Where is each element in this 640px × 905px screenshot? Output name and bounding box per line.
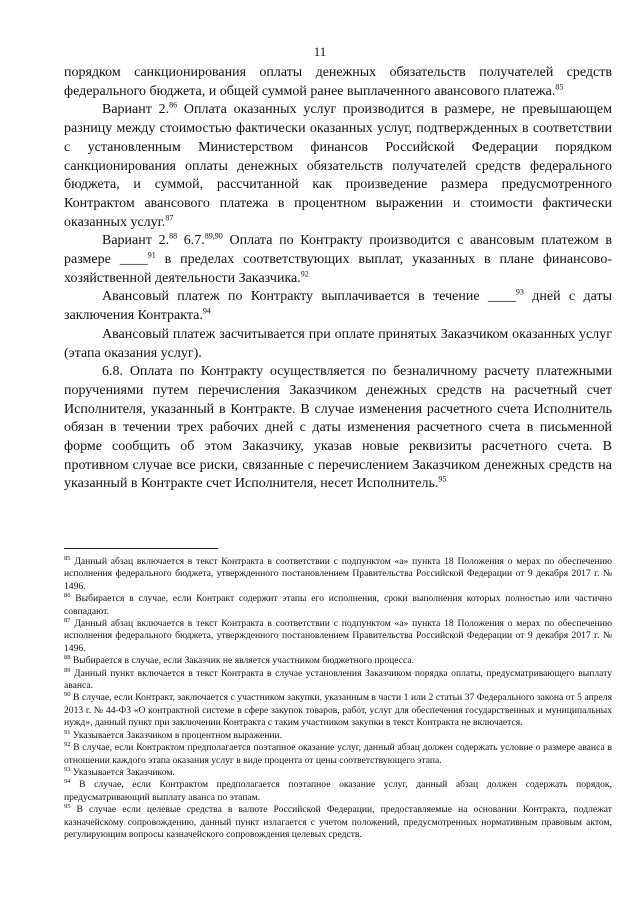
footnote-text: Данный пункт включается в текст Контракта в случае установления Заказчиком порядка оплаты, предусматривающего выплату аванса. xyxy=(64,667,612,692)
footnote-ref[interactable]: 86 xyxy=(169,100,178,110)
footnote-number: 93 xyxy=(64,765,71,773)
footnote-number: 95 xyxy=(64,802,71,810)
footnote-divider xyxy=(64,548,218,549)
footnote-91 xyxy=(64,730,612,742)
paragraph-continuation xyxy=(64,64,612,101)
fill-in-blank: ____ xyxy=(119,252,148,268)
footnote-number: 85 xyxy=(64,554,71,562)
footnote-90 xyxy=(64,692,612,729)
paragraph-advance-term xyxy=(64,288,612,325)
footnote-ref[interactable]: 85 xyxy=(555,82,564,92)
page-number: 11 xyxy=(313,44,327,59)
variant-label: Вариант 2. xyxy=(102,102,170,118)
footnote-text: Выбирается в случае, если Заказчик не является участником бюджетного процесса. xyxy=(72,655,415,667)
footnote-87 xyxy=(64,618,612,655)
variant-label: Вариант 2. xyxy=(102,233,170,249)
footnote-85 xyxy=(64,556,612,593)
footnote-number: 91 xyxy=(64,728,71,736)
footnote-ref[interactable]: 89,90 xyxy=(204,231,223,241)
footnote-text: Указывается Заказчиком в процентном выражении. xyxy=(72,729,282,741)
footnote-88 xyxy=(64,655,612,667)
footnote-text: В случае, если Контрактом предполагается поэтапное оказание услуг, данный абзац должен содержать условие о размере аванса в отношении каждого этапа оказания услуг в виде процента от цены соответствующего этапа. xyxy=(64,742,612,766)
paragraph-text: дней с даты заключения Контракта. xyxy=(64,289,612,324)
footnote-93 xyxy=(64,767,612,779)
footnote-number: 90 xyxy=(64,691,71,699)
paragraph-variant-2 xyxy=(64,101,612,232)
paragraph-text: 6.8. Оплата по Контракту осуществляется по безналичному расчету платежными поручениями путем перечисления Заказчиком денежных средств на расчетный счет Исполнителя, указанный в Контракте. В случае изменения расчетного счета Исполнитель обязан в течении трех рабочих дней с даты изменения расчетного счета в письменной форме сообщить об этом Заказчику, указав новые реквизиты расчетного счета. В противном случае все риски, связанные с перечислением Заказчиком денежных средств на указанный в Контракте счет Исполнителя, несет Исполнитель. xyxy=(64,364,612,492)
paragraph-variant-2-advance xyxy=(64,232,612,288)
footnote-text: В случае, если Контрактом предполагается поэтапное оказание услуг, данный абзац должен содержать порядок, предусматривающий выплату аванса по этапам. xyxy=(64,779,612,803)
fill-in-blank: ____ xyxy=(487,289,516,305)
footnote-ref[interactable]: 92 xyxy=(300,269,309,279)
clause-number: 6.7. xyxy=(177,233,205,249)
paragraph-text: Оплата по Контракту производится с авансовым платежом в размере xyxy=(64,233,613,268)
paragraph-advance-offset xyxy=(64,326,612,363)
paragraph-text: порядком санкционирования оплаты денежных обязательств получателей средств федерального бюджета, и общей суммой ранее выплаченного авансового платежа. xyxy=(64,65,612,99)
paragraph-text: Авансовый платеж по Контракту выплачивается в течение xyxy=(102,289,488,305)
footnote-ref[interactable]: 91 xyxy=(147,250,156,260)
footnote-text: В случае, если Контракт, заключается с участником закупки, указанным в части 1 или 2 статьи 37 Федерального закона от 5 апреля 2013 г. № 44-ФЗ «О контрактной системе в сфере закупок товаров, работ, услуг для обеспечения государственных и муниципальных нужд», данный пункт при заключении Контракта с таким участником закупки в текст Контракта не включается. xyxy=(64,692,613,729)
paragraph-clause-6-8 xyxy=(64,363,612,494)
footnote-text: Выбирается в случае, если Контракт содержит этапы его исполнения, сроки выполнения которых полностью или частично совпадают. xyxy=(64,593,612,617)
footnote-text: Данный абзац включается в текст Контракта в соответствии с подпунктом «а» пункта 18 Положения о мерах по обеспечению исполнения федерального бюджета, утвержденного постановлением Правительства Российской Федерации от 9 декабря 2017 г. № 1496. xyxy=(64,618,612,654)
footnote-number: 94 xyxy=(64,778,71,786)
footnote-ref[interactable]: 95 xyxy=(438,474,447,484)
footnote-89 xyxy=(64,668,612,693)
footnote-ref[interactable]: 93 xyxy=(515,287,524,297)
footnotes xyxy=(64,556,612,841)
paragraph-text: в пределах соответствующих выплат, указанных в плане финансово-хозяйственной деятельности Заказчика. xyxy=(64,252,612,286)
footnote-94 xyxy=(64,779,612,804)
footnote-ref[interactable]: 88 xyxy=(169,231,178,241)
footnote-text: Указывается Заказчиком. xyxy=(72,766,175,778)
footnote-ref[interactable]: 94 xyxy=(202,306,211,316)
footnote-ref[interactable]: 87 xyxy=(165,212,174,222)
footnote-number: 86 xyxy=(64,592,71,600)
footnote-number: 88 xyxy=(64,654,71,662)
footnote-95 xyxy=(64,804,612,841)
footnote-86 xyxy=(64,593,612,618)
footnote-text: Данный абзац включается в текст Контракта в соответствии с подпунктом «а» пункта 18 Положения о мерах по обеспечению исполнения федерального бюджета, утвержденного постановлением Правительства Российской Федерации от 9 декабря 2017 г. № 1496. xyxy=(64,556,612,592)
footnote-92 xyxy=(64,742,612,767)
main-text xyxy=(64,64,612,494)
footnote-number: 92 xyxy=(64,740,71,748)
footnote-number: 87 xyxy=(64,616,71,624)
paragraph-text: Оплата оказанных услуг производится в размере, не превышающем разницу между стоимостью фактически оказанных услуг, подтвержденных в соответствии с установленным Министерством финансов Российской Федерации порядком санкционирования оплаты денежных обязательств получателей средств федерального бюджета, и суммой, рассчитанной как произведение размера предусмотренного Контрактом авансового платежа в процентном выражении и стоимости фактически оказанных услуг. xyxy=(64,102,612,230)
footnote-text: В случае если целевые средства в валюте Российской Федерации, предоставляемые на основании Контракта, подлежат казначейскому сопровождению, данный пункт излагается с учетом положений, предусмотренных нормативным правовым актом, регулирующим вопросы казначейского сопровождения целевых средств. xyxy=(64,804,612,840)
paragraph-text: Авансовый платеж засчитывается при оплате принятых Заказчиком оказанных услуг (этапа оказания услуг). xyxy=(64,326,612,361)
footnote-number: 89 xyxy=(64,666,71,674)
